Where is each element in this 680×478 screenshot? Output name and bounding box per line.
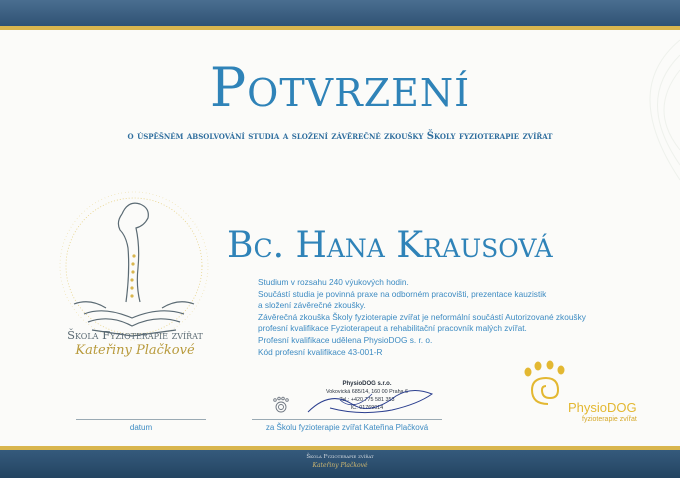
certificate-title: Potvrzení [209, 56, 471, 119]
body-line: profesní kvalifikace Fyzioterapeut a rehabilitační pracovník malých zvířat. [258, 323, 527, 334]
body-line: Profesní kvalifikace udělena PhysioDOG s. r. o. [258, 334, 433, 345]
stamp-ic: IČ: 01769014 [350, 405, 384, 411]
school-signature-line [252, 419, 442, 420]
stamp-phone: Tel.: +420 775 581 353 [339, 397, 395, 403]
signature-icon [300, 382, 440, 422]
recipient-name: Bc. Hana Krausová [227, 225, 553, 266]
stamp-title: PhysioDOG s.r.o. [342, 381, 392, 387]
footer-owner-script: Kateřiny Plačkové [312, 462, 368, 469]
partner-tagline: fyzioterapie zvířat [582, 416, 637, 423]
stamp-address: Vokovická 685/14, 160 00 Praha 6 [325, 389, 409, 395]
school-name: Škola Fyzioterapie zvířat [67, 328, 203, 342]
footer-school-name: Škola Fyzioterapie zvířat [306, 454, 374, 460]
certificate-subtitle: o úspěšném absolvování studia a složení závěrečné zkoušky Školy fyzioterapie zvířat [127, 131, 553, 142]
body-line: a složení závěrečné zkoušky. [258, 300, 366, 311]
body-line: Součástí studia je povinná praxe na odborném pracovišti, prezentace kauzistik [258, 288, 547, 299]
certificate-body [258, 277, 668, 358]
stamp-paw-icon [270, 396, 292, 414]
partner-name: PhysioDOG [568, 400, 637, 415]
body-line: Závěrečná zkouška Školy fyzioterapie zvířat je neformální součástí Autorizované zkoušky [258, 311, 586, 322]
body-line: Studium v rozsahu 240 výukových hodin. [258, 277, 409, 287]
school-owner-script: Kateřiny Plačkové [75, 343, 195, 358]
school-signature-label: za Školu fyzioterapie zvířat Kateřina Plačková [265, 423, 429, 432]
date-label: datum [129, 423, 153, 432]
top-band [0, 0, 680, 26]
date-signature-line [76, 419, 206, 420]
body-line: Kód profesní kvalifikace 43-001-R [258, 346, 383, 357]
